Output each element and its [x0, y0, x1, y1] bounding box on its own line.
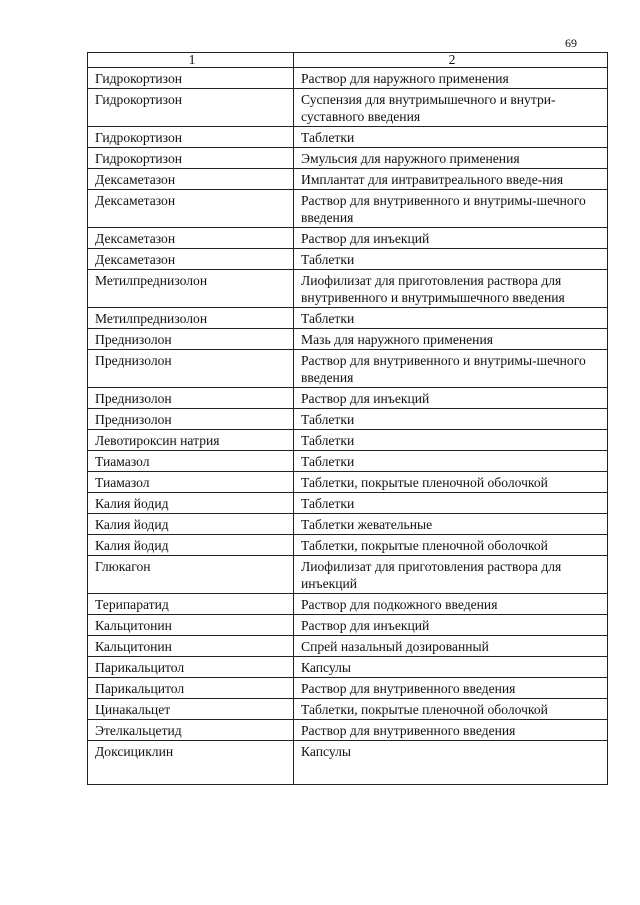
table-row — [88, 190, 608, 228]
table-row — [88, 472, 608, 493]
table-row — [88, 657, 608, 678]
substance-name-cell: Кальцитонин — [88, 636, 294, 657]
dosage-form-cell: Раствор для внутривенного и внутримы-шечного введения — [294, 350, 608, 388]
table-row — [88, 388, 608, 409]
substance-name-cell: Гидрокортизон — [88, 148, 294, 169]
table-row — [88, 409, 608, 430]
table-row — [88, 594, 608, 615]
substance-name-cell: Глюкагон — [88, 556, 294, 594]
dosage-form-cell: Таблетки — [294, 127, 608, 148]
substance-name-cell: Доксициклин — [88, 741, 294, 785]
substance-name-cell: Преднизолон — [88, 350, 294, 388]
table-row — [88, 535, 608, 556]
table-row — [88, 556, 608, 594]
dosage-form-cell: Капсулы — [294, 657, 608, 678]
dosage-form-cell: Таблетки, покрытые пленочной оболочкой — [294, 472, 608, 493]
dosage-form-cell: Таблетки — [294, 249, 608, 270]
column-header-1: 1 — [88, 53, 294, 68]
table-row — [88, 514, 608, 535]
substance-name-cell: Преднизолон — [88, 409, 294, 430]
dosage-form-cell: Таблетки, покрытые пленочной оболочкой — [294, 699, 608, 720]
dosage-form-cell: Таблетки — [294, 409, 608, 430]
dosage-form-cell: Таблетки, покрытые пленочной оболочкой — [294, 535, 608, 556]
substance-name-cell: Дексаметазон — [88, 228, 294, 249]
table-row — [88, 308, 608, 329]
dosage-form-cell: Эмульсия для наружного применения — [294, 148, 608, 169]
table-row — [88, 270, 608, 308]
table-row — [88, 430, 608, 451]
substance-name-cell: Левотироксин натрия — [88, 430, 294, 451]
substance-name-cell: Гидрокортизон — [88, 127, 294, 148]
substance-name-cell: Гидрокортизон — [88, 89, 294, 127]
dosage-form-cell: Суспензия для внутримышечного и внутри-суставного введения — [294, 89, 608, 127]
substance-name-cell: Калия йодид — [88, 535, 294, 556]
substance-name-cell: Метилпреднизолон — [88, 270, 294, 308]
substance-name-cell: Терипаратид — [88, 594, 294, 615]
dosage-form-cell: Раствор для подкожного введения — [294, 594, 608, 615]
table-row — [88, 89, 608, 127]
substance-name-cell: Парикальцитол — [88, 657, 294, 678]
dosage-form-cell: Имплантат для интравитреального введе-ния — [294, 169, 608, 190]
table-row — [88, 127, 608, 148]
substance-name-cell: Цинакальцет — [88, 699, 294, 720]
substance-name-cell: Гидрокортизон — [88, 68, 294, 89]
table-row — [88, 148, 608, 169]
substance-name-cell: Калия йодид — [88, 493, 294, 514]
table-row — [88, 451, 608, 472]
table-row — [88, 636, 608, 657]
substance-name-cell: Парикальцитол — [88, 678, 294, 699]
dosage-form-cell: Таблетки — [294, 430, 608, 451]
table-row — [88, 741, 608, 785]
table-row — [88, 678, 608, 699]
dosage-form-cell: Мазь для наружного применения — [294, 329, 608, 350]
substance-name-cell: Тиамазол — [88, 451, 294, 472]
dosage-form-cell: Таблетки жевательные — [294, 514, 608, 535]
dosage-form-cell: Раствор для внутривенного и внутримы-шечного введения — [294, 190, 608, 228]
substance-name-cell: Кальцитонин — [88, 615, 294, 636]
page-number: 69 — [565, 36, 577, 50]
drug-form-table — [87, 52, 608, 785]
dosage-form-cell: Лиофилизат для приготовления раствора для инъекций — [294, 556, 608, 594]
substance-name-cell: Метилпреднизолон — [88, 308, 294, 329]
dosage-form-cell: Раствор для инъекций — [294, 388, 608, 409]
dosage-form-cell: Капсулы — [294, 741, 608, 785]
column-header-2: 2 — [294, 53, 608, 68]
substance-name-cell: Калия йодид — [88, 514, 294, 535]
dosage-form-cell: Раствор для внутривенного введения — [294, 678, 608, 699]
dosage-form-cell: Раствор для инъекций — [294, 615, 608, 636]
dosage-form-cell: Таблетки — [294, 451, 608, 472]
dosage-form-cell: Таблетки — [294, 493, 608, 514]
dosage-form-cell: Спрей назальный дозированный — [294, 636, 608, 657]
substance-name-cell: Тиамазол — [88, 472, 294, 493]
table-row — [88, 493, 608, 514]
table-row — [88, 169, 608, 190]
table-row — [88, 720, 608, 741]
dosage-form-cell: Раствор для инъекций — [294, 228, 608, 249]
table-row — [88, 699, 608, 720]
table-row — [88, 350, 608, 388]
table-row — [88, 329, 608, 350]
table-row — [88, 68, 608, 89]
substance-name-cell: Дексаметазон — [88, 249, 294, 270]
dosage-form-cell: Таблетки — [294, 308, 608, 329]
table-row — [88, 249, 608, 270]
substance-name-cell: Дексаметазон — [88, 190, 294, 228]
table-row — [88, 615, 608, 636]
dosage-form-cell: Раствор для внутривенного введения — [294, 720, 608, 741]
table-row — [88, 228, 608, 249]
dosage-form-cell: Лиофилизат для приготовления раствора для внутривенного и внутримышечного введения — [294, 270, 608, 308]
substance-name-cell: Этелкальцетид — [88, 720, 294, 741]
substance-name-cell: Преднизолон — [88, 329, 294, 350]
substance-name-cell: Преднизолон — [88, 388, 294, 409]
dosage-form-cell: Раствор для наружного применения — [294, 68, 608, 89]
table-header-row — [88, 53, 608, 68]
substance-name-cell: Дексаметазон — [88, 169, 294, 190]
